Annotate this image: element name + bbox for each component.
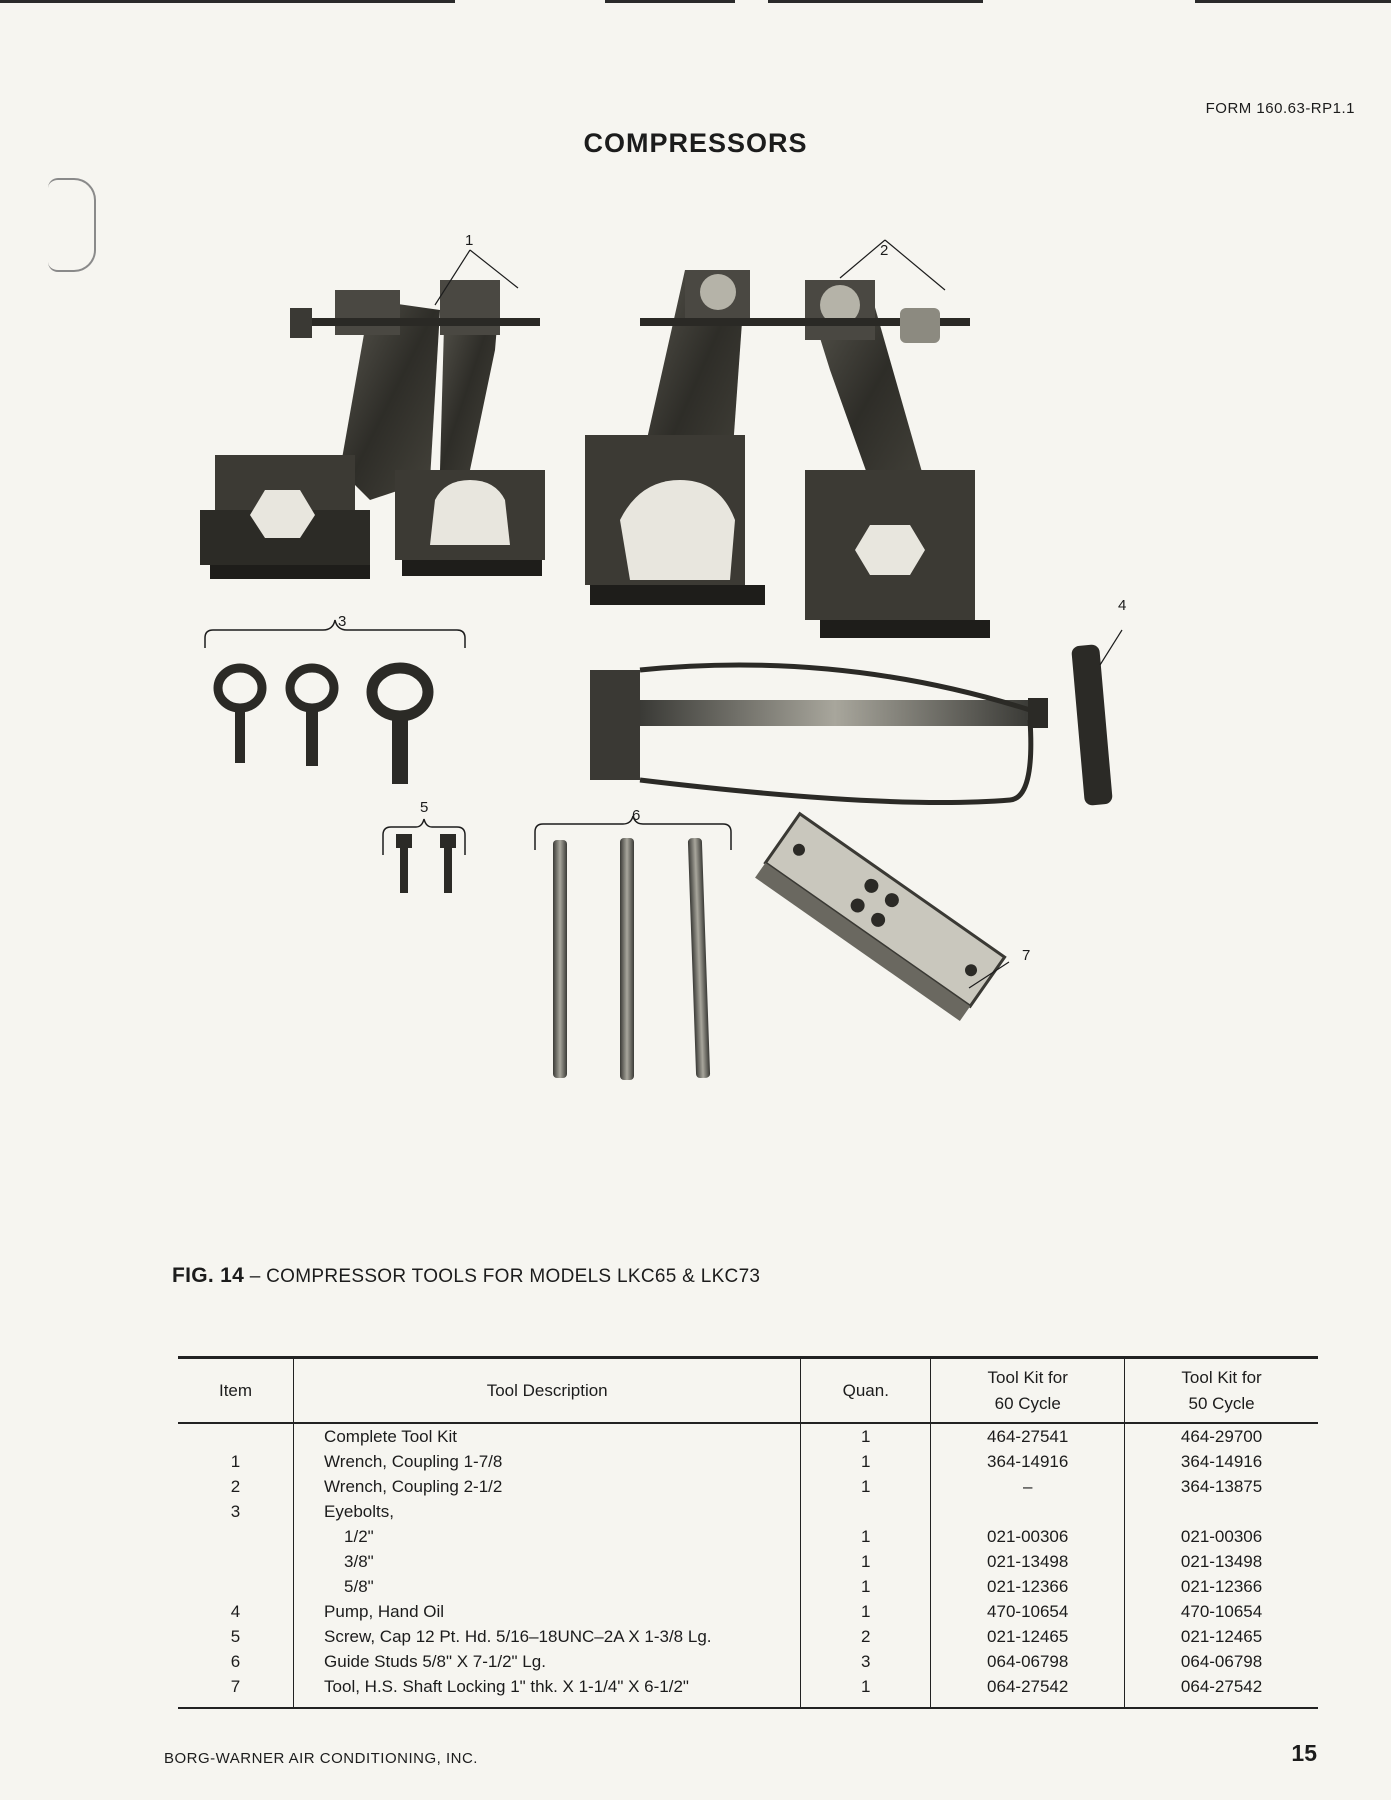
table-row: [178, 1474, 1318, 1499]
table-row: [178, 1524, 1318, 1549]
cell-kit-60: 470-10654: [931, 1599, 1125, 1624]
cell-quan: 1: [801, 1674, 931, 1708]
table-row: [178, 1549, 1318, 1574]
cell-kit-50: 021-13498: [1125, 1549, 1318, 1574]
figure-caption: [172, 1264, 760, 1288]
cell-kit-60: 064-06798: [931, 1649, 1125, 1674]
cell-description: Guide Studs 5/8" X 7-1/2" Lg.: [294, 1649, 801, 1674]
cell-item: 3: [230, 1502, 241, 1521]
callout-6: 6: [632, 807, 641, 824]
cap-screws: [396, 834, 456, 893]
top-rule-mid: [605, 0, 735, 3]
callout-5: 5: [420, 799, 429, 816]
cell-kit-50: 464-29700: [1125, 1423, 1318, 1449]
cell-kit-60: 464-27541: [931, 1423, 1125, 1449]
cell-kit-60: 064-27542: [931, 1674, 1125, 1708]
header-kit-50: [1125, 1358, 1318, 1424]
page-title: COMPRESSORS: [583, 128, 808, 158]
figure-caption-label: FIG. 14: [172, 1264, 245, 1287]
cell-item: 4: [230, 1602, 241, 1621]
figure-caption-text: – COMPRESSOR TOOLS FOR MODELS LKC65 & LKC73: [249, 1266, 761, 1287]
table-row: [178, 1674, 1318, 1708]
eyebolt-5-8: [372, 668, 428, 784]
shaft-locking-tool: [755, 814, 1005, 1021]
cell-kit-60: 021-13498: [931, 1549, 1125, 1574]
cell-item: 5: [230, 1627, 241, 1646]
cell-kit-50: 064-27542: [1125, 1674, 1318, 1708]
cell-kit-50: 364-13875: [1125, 1474, 1318, 1499]
header-kit-60-line1: Tool Kit for: [987, 1368, 1068, 1387]
callout-2: 2: [880, 242, 889, 259]
cell-kit-50: 021-12366: [1125, 1574, 1318, 1599]
eyebolt-3-8: [290, 668, 334, 766]
header-kit-50-line2: 50 Cycle: [1188, 1393, 1255, 1413]
cell-kit-60: –: [931, 1474, 1125, 1499]
footer-company: BORG-WARNER AIR CONDITIONING, INC.: [164, 1750, 478, 1767]
cell-kit-50: 021-12465: [1125, 1624, 1318, 1649]
cell-kit-50: 064-06798: [1125, 1649, 1318, 1674]
callout-7: 7: [1022, 947, 1031, 964]
cell-item: 7: [178, 1674, 294, 1708]
cell-kit-60: 364-14916: [931, 1449, 1125, 1474]
table-row: [178, 1499, 1318, 1524]
parts-table: [178, 1356, 1318, 1709]
table-row: [178, 1624, 1318, 1649]
cell-kit-50: 470-10654: [1125, 1599, 1318, 1624]
cell-item: 2: [230, 1477, 241, 1496]
cell-kit-50: 364-14916: [1125, 1449, 1318, 1474]
table-row: [178, 1649, 1318, 1674]
header-description: Tool Description: [294, 1358, 801, 1424]
cell-quan: 3: [801, 1649, 931, 1674]
page-number: 15: [1291, 1740, 1317, 1766]
cell-kit-60: 021-12366: [931, 1574, 1125, 1599]
cell-description: Complete Tool Kit: [294, 1423, 801, 1449]
table-row: [178, 1574, 1318, 1599]
callout-4: 4: [1118, 597, 1127, 614]
cell-description: Tool, H.S. Shaft Locking 1" thk. X 1-1/4" X 6-1/2": [294, 1674, 801, 1708]
cell-description: 5/8": [294, 1574, 801, 1599]
header-item: Item: [178, 1358, 294, 1424]
cell-quan: 1: [801, 1524, 931, 1549]
cell-quan: 1: [801, 1449, 931, 1474]
cell-kit-50: [1125, 1499, 1318, 1524]
cell-quan: [801, 1499, 931, 1524]
tools-photograph: [140, 170, 1320, 1230]
cell-kit-60: 021-00306: [931, 1524, 1125, 1549]
cell-quan: 2: [801, 1624, 931, 1649]
cell-quan: 1: [801, 1549, 931, 1574]
table-row: [178, 1599, 1318, 1624]
header-kit-60: [931, 1358, 1125, 1424]
cell-item: [178, 1574, 294, 1599]
cell-kit-60: 021-12465: [931, 1624, 1125, 1649]
cell-item: [178, 1423, 294, 1449]
cell-description: Pump, Hand Oil: [294, 1599, 801, 1624]
eyebolt-1-2: [218, 668, 262, 763]
header-kit-50-line1: Tool Kit for: [1181, 1368, 1262, 1387]
table-row: [178, 1423, 1318, 1449]
cell-quan: 1: [801, 1474, 931, 1499]
top-rule-left: [0, 0, 455, 3]
cell-item: [178, 1524, 294, 1549]
coupling-wrench-1-7-8: [200, 280, 545, 579]
callout-1: 1: [465, 232, 474, 249]
cell-quan: 1: [801, 1574, 931, 1599]
top-rule-right: [768, 0, 983, 3]
cell-description: 3/8": [294, 1549, 801, 1574]
cell-description: Wrench, Coupling 1-7/8: [294, 1449, 801, 1474]
guide-studs: [553, 838, 710, 1080]
top-rule-far: [1195, 0, 1391, 3]
cell-quan: 1: [801, 1599, 931, 1624]
cell-quan: 1: [801, 1423, 931, 1449]
coupling-wrench-2-1-2: [585, 270, 990, 638]
cell-kit-50: 021-00306: [1125, 1524, 1318, 1549]
cell-item: [178, 1549, 294, 1574]
cell-description: 1/2": [294, 1524, 801, 1549]
callout-3: 3: [338, 613, 347, 630]
cell-item: 1: [230, 1452, 241, 1471]
table-header-row: [178, 1358, 1318, 1424]
hand-oil-pump: [590, 644, 1113, 806]
header-quan: Quan.: [801, 1358, 931, 1424]
cell-item: 6: [230, 1652, 241, 1671]
cell-description: Wrench, Coupling 2-1/2: [294, 1474, 801, 1499]
cell-description: Screw, Cap 12 Pt. Hd. 5/16–18UNC–2A X 1-3/8 Lg.: [294, 1624, 801, 1649]
cell-description: Eyebolts,: [294, 1499, 801, 1524]
header-kit-60-line2: 60 Cycle: [994, 1393, 1061, 1413]
table-row: [178, 1449, 1318, 1474]
cell-kit-60: [931, 1499, 1125, 1524]
binder-tab-mark: [48, 178, 96, 272]
form-number: FORM 160.63-RP1.1: [1205, 100, 1355, 117]
